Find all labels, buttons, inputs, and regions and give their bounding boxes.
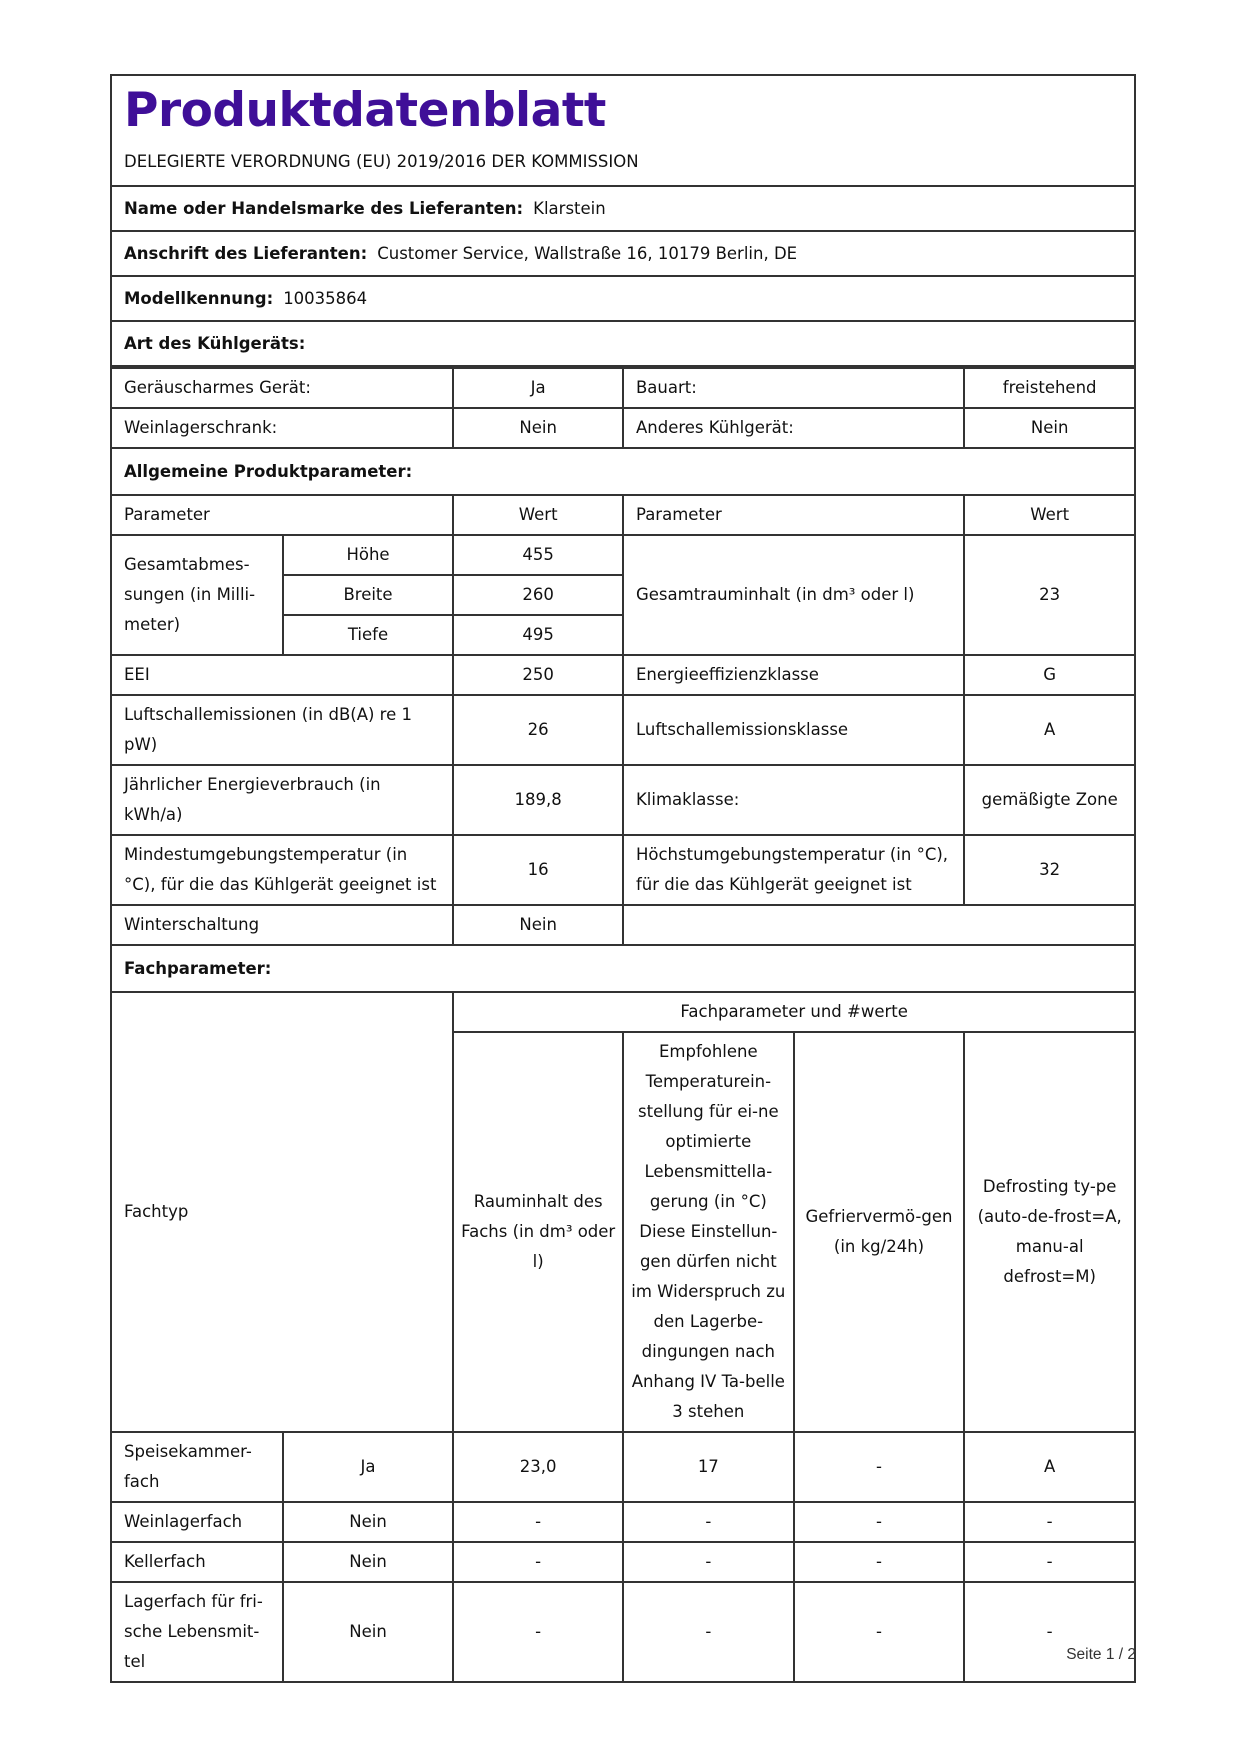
table-header-row xyxy=(112,992,1134,1032)
supplier-value: Klarstein xyxy=(533,199,606,218)
compartment-freezing: - xyxy=(794,1582,965,1681)
parameter-value: 250 xyxy=(453,655,623,695)
type-value: freistehend xyxy=(964,368,1134,408)
compartment-defrost: - xyxy=(964,1502,1134,1542)
page-title: Produktdatenblatt xyxy=(124,83,606,138)
table-header-row xyxy=(112,495,1134,535)
compartment-name: Speisekammer-fach xyxy=(112,1432,283,1502)
parameter-label: EEI xyxy=(112,655,453,695)
table-row xyxy=(112,835,1134,905)
table-row xyxy=(112,695,1134,765)
compartment-present: Nein xyxy=(283,1542,454,1582)
compartment-name: Kellerfach xyxy=(112,1542,283,1582)
parameter-label: Luftschallemissionen (in dB(A) re 1 pW) xyxy=(112,695,453,765)
winter-mode-label: Winterschaltung xyxy=(112,905,453,945)
type-label: Anderes Kühlgerät: xyxy=(623,408,964,448)
model-row xyxy=(112,277,1134,322)
dimension-height-value: 455 xyxy=(453,535,623,575)
compartment-defrost-header: Defrosting ty-pe (auto-de-frost=A, manu-al defrost=M) xyxy=(964,1032,1134,1432)
table-row xyxy=(112,408,1134,448)
total-volume-label: Gesamtrauminhalt (in dm³ oder l) xyxy=(623,535,964,655)
compartment-freezing-header: Gefriervermö-gen (in kg/24h) xyxy=(794,1032,965,1432)
header xyxy=(112,76,1134,187)
parameter-value: G xyxy=(964,655,1134,695)
supplier-row xyxy=(112,187,1134,232)
address-label: Anschrift des Lieferanten: xyxy=(124,244,368,263)
empty-cell xyxy=(623,905,1134,945)
dimensions-label: Gesamtabmes-sungen (in Milli-meter) xyxy=(112,535,283,655)
parameter-value: A xyxy=(964,695,1134,765)
type-value: Ja xyxy=(453,368,623,408)
type-section-heading: Art des Kühlgeräts: xyxy=(112,322,1134,367)
column-header: Parameter xyxy=(112,495,453,535)
compartment-volume: - xyxy=(453,1502,623,1542)
column-header: Wert xyxy=(964,495,1134,535)
compartment-temperature: 17 xyxy=(623,1432,794,1502)
table-row xyxy=(112,1542,1134,1582)
compartment-defrost: - xyxy=(964,1542,1134,1582)
regulation-subtitle: DELEGIERTE VERORDNUNG (EU) 2019/2016 DER KOMMISSION xyxy=(124,152,639,171)
type-label: Weinlagerschrank: xyxy=(112,408,453,448)
winter-mode-value: Nein xyxy=(453,905,623,945)
compartment-freezing: - xyxy=(794,1432,965,1502)
parameter-value: 16 xyxy=(453,835,623,905)
compartment-section-heading: Fachparameter: xyxy=(112,945,1134,991)
supplier-label: Name oder Handelsmarke des Lieferanten: xyxy=(124,199,524,218)
compartment-temperature: - xyxy=(623,1502,794,1542)
compartment-present: Ja xyxy=(283,1432,454,1502)
product-datasheet xyxy=(110,74,1136,1683)
compartment-present: Nein xyxy=(283,1502,454,1542)
table-row xyxy=(112,905,1134,945)
model-value: 10035864 xyxy=(283,289,368,308)
column-header: Parameter xyxy=(623,495,964,535)
compartment-defrost: - xyxy=(964,1582,1134,1681)
type-table xyxy=(112,367,1134,494)
parameter-label: Klimaklasse: xyxy=(623,765,964,835)
dimension-width-value: 260 xyxy=(453,575,623,615)
compartment-name: Lagerfach für fri-sche Lebensmit-tel xyxy=(112,1582,283,1681)
compartment-temperature-header: Empfohlene Temperaturein-stellung für ei-ne optimierte Lebensmittella-gerung (in °C) Diese Einstellun-gen dürfen nicht im Widerspruch zu den Lagerbe-dingungen nach Anhang IV Ta-belle 3 stehen xyxy=(623,1032,794,1432)
compartment-volume: - xyxy=(453,1582,623,1681)
column-header: Wert xyxy=(453,495,623,535)
type-value: Nein xyxy=(964,408,1134,448)
type-value: Nein xyxy=(453,408,623,448)
table-row xyxy=(112,1502,1134,1542)
total-volume-value: 23 xyxy=(964,535,1134,655)
parameter-value: 26 xyxy=(453,695,623,765)
parameter-label: Jährlicher Energieverbrauch (in kWh/a) xyxy=(112,765,453,835)
compartment-volume: 23,0 xyxy=(453,1432,623,1502)
table-row xyxy=(112,765,1134,835)
parameter-value: gemäßigte Zone xyxy=(964,765,1134,835)
compartment-defrost: A xyxy=(964,1432,1134,1502)
table-row xyxy=(112,535,1134,575)
compartment-name: Weinlagerfach xyxy=(112,1502,283,1542)
compartment-table xyxy=(112,991,1134,1681)
parameter-value: 189,8 xyxy=(453,765,623,835)
table-row xyxy=(112,655,1134,695)
compartment-volume: - xyxy=(453,1542,623,1582)
compartment-group-header: Fachparameter und #werte xyxy=(453,992,1134,1032)
type-label: Geräuscharmes Gerät: xyxy=(112,368,453,408)
parameter-label: Energieeffizienzklasse xyxy=(623,655,964,695)
table-row xyxy=(112,1432,1134,1502)
page-number: Seite 1 / 2 xyxy=(1066,1646,1136,1663)
compartment-freezing: - xyxy=(794,1542,965,1582)
compartment-freezing: - xyxy=(794,1502,965,1542)
dimension-depth-value: 495 xyxy=(453,615,623,655)
type-label: Bauart: xyxy=(623,368,964,408)
model-label: Modellkennung: xyxy=(124,289,274,308)
compartment-temperature: - xyxy=(623,1582,794,1681)
parameter-label: Mindestumgebungstemperatur (in °C), für die das Kühlgerät geeignet ist xyxy=(112,835,453,905)
parameter-value: 32 xyxy=(964,835,1134,905)
general-section-heading: Allgemeine Produktparameter: xyxy=(112,448,1134,494)
dimension-width-label: Breite xyxy=(283,575,454,615)
table-row xyxy=(112,368,1134,408)
parameter-label: Höchstumgebungstemperatur (in °C), für die das Kühlgerät geeignet ist xyxy=(623,835,964,905)
compartment-type-header: Fachtyp xyxy=(112,992,453,1432)
parameter-label: Luftschallemissionsklasse xyxy=(623,695,964,765)
compartment-present: Nein xyxy=(283,1582,454,1681)
compartment-temperature: - xyxy=(623,1542,794,1582)
dimension-depth-label: Tiefe xyxy=(283,615,454,655)
address-value: Customer Service, Wallstraße 16, 10179 Berlin, DE xyxy=(377,244,798,263)
dimension-height-label: Höhe xyxy=(283,535,454,575)
compartment-volume-header: Rauminhalt des Fachs (in dm³ oder l) xyxy=(453,1032,623,1432)
address-row xyxy=(112,232,1134,277)
table-row xyxy=(112,1582,1134,1681)
general-parameters-table xyxy=(112,494,1134,991)
